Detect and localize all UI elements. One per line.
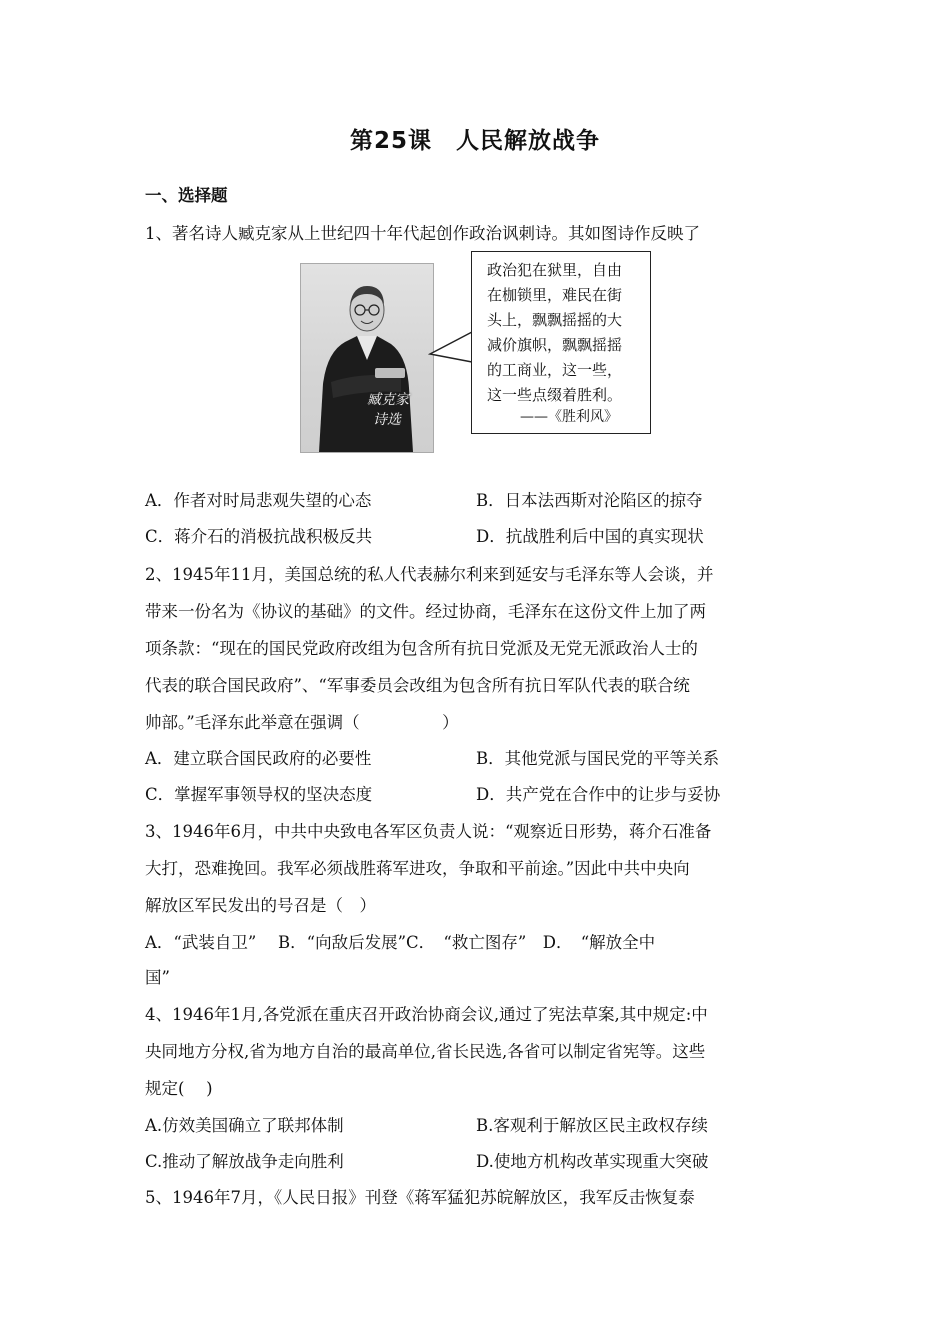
poem-line: 在枷锁里，难民在街 — [487, 286, 623, 304]
q2-line: 2、1945年11月，美国总统的私人代表赫尔利来到延安与毛泽东等人会谈，并 — [145, 565, 714, 584]
q4-line: 4、1946年1月,各党派在重庆召开政治协商会议,通过了宪法草案,其中规定:中 — [145, 1005, 708, 1024]
page-title: 第25课 人民解放战争 — [349, 128, 600, 154]
poem-line: 减价旗帜，飘飘摇摇 — [487, 336, 623, 354]
signature-line-2: 诗选 — [373, 412, 401, 428]
q2-line: 带来一份名为《协议的基础》的文件。经过协商，毛泽东在这份文件上加了两 — [145, 602, 706, 621]
portrait-signature — [367, 390, 427, 430]
q3-options[interactable]: A．“武装自卫” B．“向敌后发展”C． “救亡图存” D． “解放全中 — [145, 933, 656, 952]
q1-stem: 1、著名诗人臧克家从上世纪四十年代起创作政治讽刺诗。其如图诗作反映了 — [145, 224, 700, 243]
q3-line: 大打，恐难挽回。我军必须战胜蒋军进攻，争取和平前途。”因此中共中央向 — [145, 859, 690, 878]
q4-line: 央同地方分权,省为地方自治的最高单位,省长民选,各省可以制定省宪等。这些 — [145, 1042, 706, 1061]
q3-line: 3、1946年6月，中共中央致电各军区负责人说：“观察近日形势，蒋介石准备 — [145, 822, 712, 841]
q2-option-b[interactable]: B．其他党派与国民党的平等关系 — [476, 749, 720, 768]
q4-line: 规定( ) — [145, 1079, 213, 1098]
speech-bubble-tail — [428, 330, 474, 366]
signature-line-1: 臧克家 — [367, 392, 409, 408]
q2-line: 帅部。”毛泽东此举意在强调（ ） — [145, 713, 459, 732]
q1-option-d[interactable]: D．抗战胜利后中国的真实现状 — [476, 527, 704, 546]
section-heading: 一、选择题 — [145, 186, 228, 205]
q2-option-a[interactable]: A．建立联合国民政府的必要性 — [145, 749, 372, 768]
poem-line: 政治犯在狱里，自由 — [487, 261, 623, 279]
q1-option-c[interactable]: C．蒋介石的消极抗战积极反共 — [145, 527, 373, 546]
poem-speech-bubble — [471, 251, 651, 434]
q3-line: 解放区军民发出的号召是（ ） — [145, 896, 376, 915]
q5-line: 5、1946年7月，《人民日报》刊登《蒋军猛犯苏皖解放区，我军反击恢复泰 — [145, 1188, 695, 1207]
q1-option-b[interactable]: B．日本法西斯对沦陷区的掠夺 — [476, 491, 703, 510]
q1-option-a[interactable]: A．作者对时局悲观失望的心态 — [145, 491, 372, 510]
poem-line: 头上，飘飘摇摇的大 — [487, 311, 623, 329]
q4-option-b[interactable]: B.客观利于解放区民主政权存续 — [476, 1116, 708, 1135]
poem-line: 这一些点缀着胜利。 — [487, 386, 623, 404]
q2-line: 代表的联合国民政府”、“军事委员会改组为包含所有抗日军队代表的联合统 — [145, 676, 690, 695]
q2-option-d[interactable]: D．共产党在合作中的让步与妥协 — [476, 785, 721, 804]
q3-options-continued: 国” — [145, 968, 170, 987]
poem-source: ——《胜利风》 — [520, 409, 618, 425]
poem-line: 的工商业，这一些， — [487, 361, 623, 379]
q4-option-c[interactable]: C.推动了解放战争走向胜利 — [145, 1152, 344, 1171]
poet-portrait-image — [300, 263, 434, 453]
q4-option-d[interactable]: D.使地方机构改革实现重大突破 — [476, 1152, 709, 1171]
q2-option-c[interactable]: C．掌握军事领导权的坚决态度 — [145, 785, 373, 804]
poem-text — [487, 258, 647, 408]
q4-option-a[interactable]: A.仿效美国确立了联邦体制 — [145, 1116, 344, 1135]
q2-line: 项条款：“现在的国民党政府改组为包含所有抗日党派及无党无派政治人士的 — [145, 639, 698, 658]
